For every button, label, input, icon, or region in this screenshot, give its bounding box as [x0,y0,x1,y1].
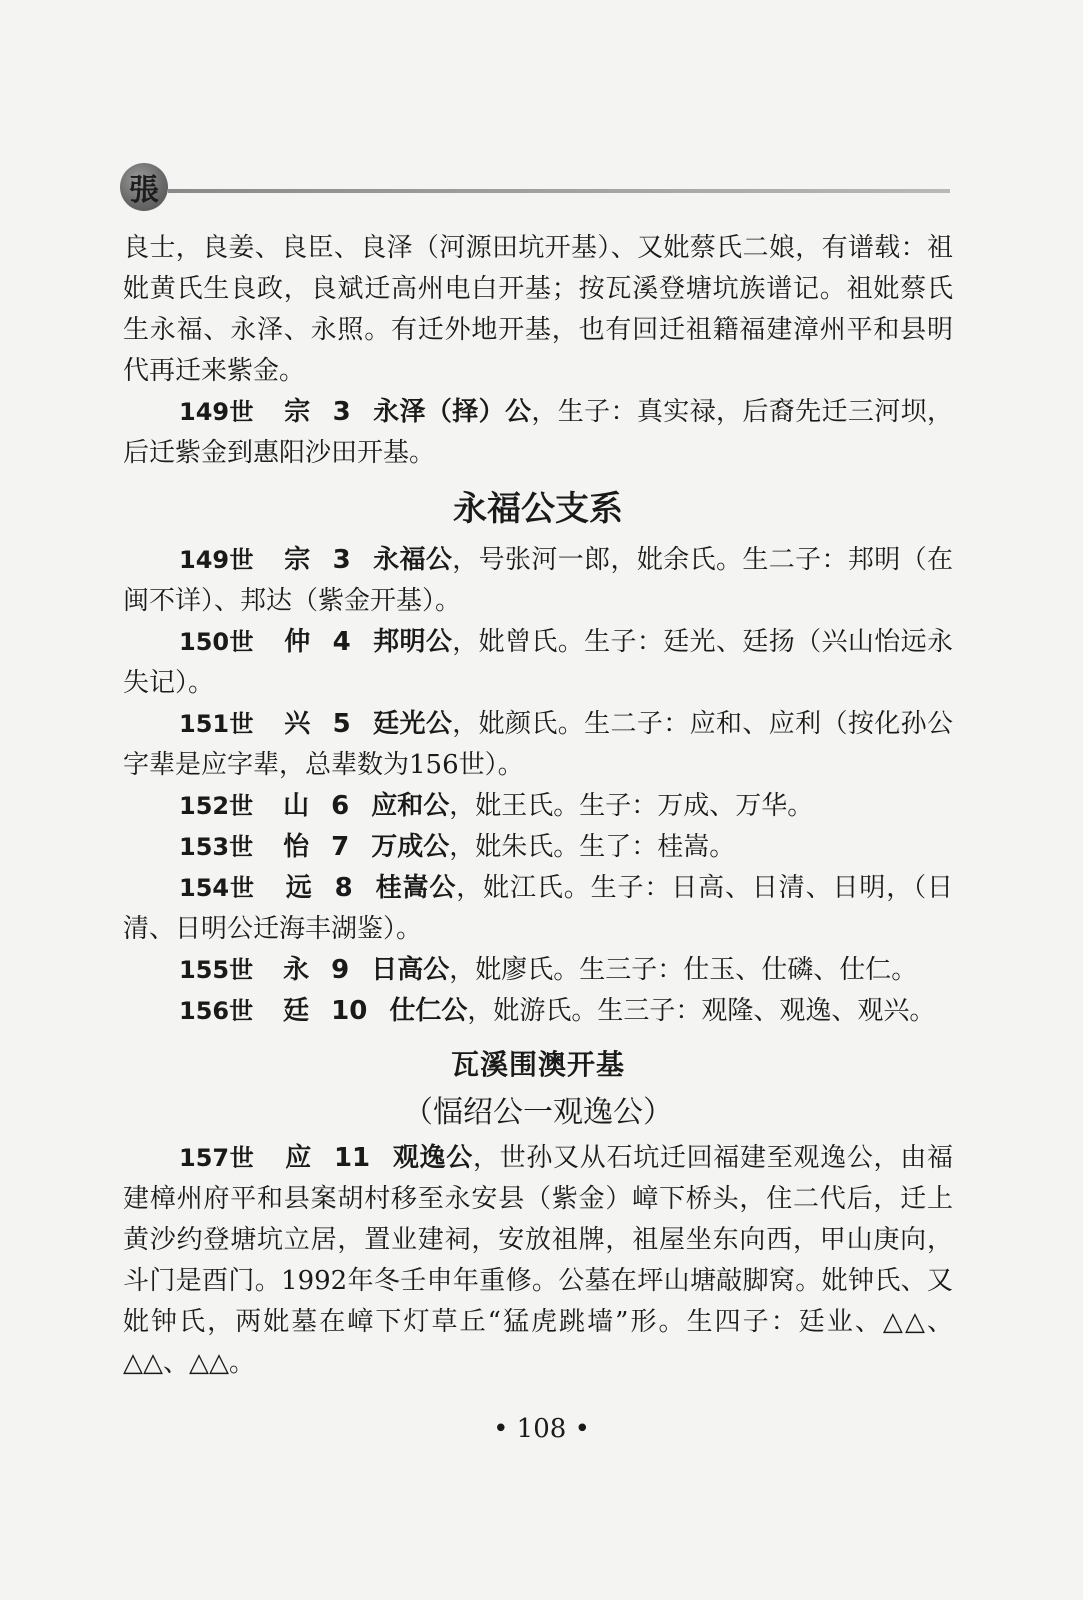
rank-label: 山 [283,791,310,821]
genealogy-entry [123,991,953,1032]
generation-label: 153世 [179,833,254,861]
ancestor-name: 日高公 [371,955,450,985]
genealogy-entries [123,540,953,1032]
entry-text: ，妣颜氏。生二子：应和、应利（按化孙公字辈是应字辈，总辈数为156世）。 [123,709,953,780]
entry-text: ，妣游氏。生三子：观隆、观逸、观兴。 [467,996,936,1026]
generation-label: 156世 [179,997,254,1025]
rank-label: 宗 [283,397,311,427]
rank-number: 3 [332,545,351,575]
ancestor-name: 永福公 [372,545,453,575]
rank-label: 应 [284,1143,312,1173]
rank-label: 怡 [283,832,310,862]
generation-label: 149世 [179,546,254,574]
ancestor-name: 观逸公 [392,1143,473,1173]
entry-text: ，妣朱氏。生了：桂嵩。 [449,832,736,862]
rank-number: 9 [331,955,350,985]
rank-label: 兴 [283,709,311,739]
ancestor-name: 廷光公 [372,709,453,739]
rank-number: 10 [331,996,368,1026]
rank-number: 6 [331,791,350,821]
entry-149-yongze [123,392,953,474]
entry-text: ，妣江氏。生子：日高、日清、日明，（日清、日明公迁海丰湖鉴）。 [123,873,953,944]
ancestor-name: 桂嵩公 [374,873,457,903]
genealogy-entry [123,950,953,991]
surname-seal-icon [120,163,168,211]
rank-number: 8 [334,873,353,903]
rank-label: 仲 [283,627,311,657]
ancestor-name: 仕仁公 [389,996,468,1026]
generation-label: 152世 [179,792,254,820]
subsection-title: 瓦溪围澳开基 [450,1048,625,1081]
body-text [123,228,953,1384]
generation-label: 151世 [179,710,254,738]
genealogy-entry [123,622,953,704]
entry-text: ，号张河一郎，妣余氏。生二子：邦明（在闽不详）、邦达（紫金开基）。 [123,545,953,616]
generation-label: 154世 [179,874,255,902]
rank-number: 3 [332,397,351,427]
ancestor-name: 应和公 [371,791,450,821]
subsection-subtitle: （愊绍公一观逸公） [403,1095,673,1130]
ancestor-name: 万成公 [371,832,450,862]
generation-label: 150世 [179,628,254,656]
generation-label: 157世 [179,1144,255,1172]
entry-text: ，妣曾氏。生子：廷光、廷扬（兴山怡远永失记）。 [123,627,953,698]
rank-number: 4 [332,627,351,657]
rank-label: 宗 [283,545,311,575]
section-title: 永福公支系 [453,489,623,529]
rank-label: 廷 [283,996,310,1026]
ancestor-name: 邦明公 [372,627,453,657]
rank-label: 永 [283,955,310,985]
generation-label: 155世 [179,956,254,984]
rank-label: 远 [284,873,313,903]
generation-label: 149世 [179,398,254,426]
entry-text: ，世孙又从石坑迁回福建至观逸公，由福建樟州府平和县案胡村移至永安县（紫金）嶂下桥头，住二代后，迁上黄沙约登塘坑立居，置业建祠，安放祖牌，祖屋坐东向西，甲山庚向，斗门是酉门。1992年冬壬申年重修。公墓在坪山塘敲脚窝。妣钟氏、又妣钟氏，两妣墓在嶂下灯草丘“猛虎跳墙”形。生四子：廷业、△△、△△、△△。 [123,1143,953,1378]
rank-number: 11 [333,1143,371,1173]
rank-number: 7 [331,832,350,862]
genealogy-entry [123,704,953,786]
genealogy-entry [123,786,953,827]
entry-text: ，生子：真实禄，后裔先迁三河坝，后迁紫金到惠阳沙田开基。 [123,397,953,468]
entry-157 [123,1138,953,1384]
entry-text: ，妣王氏。生子：万成、万华。 [449,791,814,821]
genealogy-entry [123,827,953,868]
rank-number: 5 [332,709,351,739]
header-rule [168,189,950,193]
entry-text: ，妣廖氏。生三子：仕玉、仕磷、仕仁。 [449,955,918,985]
seal-character: 張 [129,173,159,208]
page-number: • 108 • [493,1414,590,1444]
paragraph-intro: 良士，良姜、良臣、良泽（河源田坑开基）、又妣蔡氏二娘，有谱载：祖妣黄氏生良政，良斌迁高州电白开基；按瓦溪登塘坑族谱记。祖妣蔡氏生永福、永泽、永照。有迁外地开基，也有回迁祖籍福建漳州平和县明代再迁来紫金。 [123,233,953,386]
ancestor-name: 永泽（择）公 [372,397,532,427]
genealogy-entry [123,868,953,950]
genealogy-entry [123,540,953,622]
